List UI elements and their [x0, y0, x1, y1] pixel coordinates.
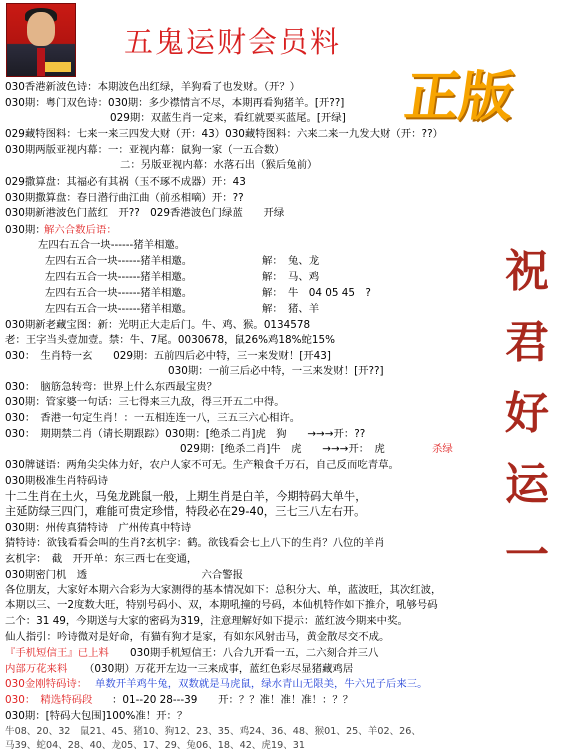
wanhua-heading: 内部万花来料 [5, 663, 68, 675]
text-line: 解： 马、鸡 [262, 271, 320, 283]
text-line: 029期：[绝杀二肖]牛 虎 →→→开： 虎 [180, 443, 396, 455]
text-line: 老：王字当头壹加壹。禁：牛、7尾。0030678，鼠26%鸡18%蛇15% [5, 334, 335, 346]
text-line: 030期手机短信王：八合九开看一五，二六刻合并三八 [130, 647, 379, 659]
text-line: 029藏特图料：七来一来三四发大财（开：43）030藏特图料：六来二来一九发大财（开：??） [5, 128, 443, 140]
text-line: 030期极准生肖特码诗 [5, 475, 108, 487]
text-line: 030： 香港一句定生肖！：一五相连连一八，三五三六心相许。 [5, 412, 301, 424]
jingang-heading: 030金刚特码诗： [5, 678, 88, 690]
text-line: 解： 猪、羊 [262, 303, 320, 315]
text-line: 解： 兔、龙 [262, 255, 320, 267]
text-line-highlight: 解六合数后语： [44, 224, 117, 236]
text-line: 十二生肖在土火，马兔龙跳鼠一般，上期生肖是白羊，今期特码大单牛， [5, 490, 367, 503]
text-line: 030牌谜语：两角尖尖体力好，农户人家不可无。生产粮食千万石，自己反而吃青草。 [5, 459, 399, 471]
text-line: 030期：州传真猜特诗 广州传真中特诗 [5, 522, 192, 534]
number-list: 马39、蛇04、28、40、龙05、17、29、兔06、18、42、虎19、31 [5, 740, 305, 751]
text-line: 左四右五合一块------猪羊相邀。 [45, 271, 193, 283]
photo-face [27, 12, 55, 46]
text-line: 030期密门机 透 六合警报 [5, 569, 244, 581]
text-line: 左四右五合一块------猪羊相邀。 [45, 255, 193, 267]
page-title: 五鬼运财会员料 [124, 25, 342, 59]
text-line: 猜特诗：欲钱看看会叫的生肖?玄机字：鹤。欲钱看会七上八下的生肖？八位的羊肖 [5, 537, 385, 549]
text-line: 030： 脑筋急转弯：世界上什么东西最宝贵？ [5, 381, 218, 393]
profile-photo [6, 3, 76, 77]
text-line: 029期：双蓝生肖一定来，看红就要买蓝尾。[开绿] [110, 112, 346, 124]
text-line: 左四右五合一块------猪羊相邀。 [45, 287, 193, 299]
text-line: 仙人指引：吟诗微对是好命，有猫有狗才是家，有如东风射击马，黄金散尽交不成。 [5, 631, 390, 643]
text-line: 左四右五合一块------猪羊相邀。 [38, 239, 186, 251]
text-line: ：01--20 28---39 开：？？准！准！准！：？？ [112, 694, 354, 706]
text-line: 030期：一前三后必中特，一三来发财！[开??] [168, 365, 384, 377]
side-char: 运 [505, 459, 549, 510]
side-blessing [494, 236, 560, 591]
number-list: 牛08、20、32 鼠21、45、猪10、狗12、23、35、鸡24、36、48、猴01、25、羊02、26、 [5, 726, 421, 737]
text-line: 029撒算盘：其福必有其祸（玉不琢不成器）开：43 [5, 176, 246, 188]
text-line: 各位朋友，大家好本期六合彩为大家测得的基本情况如下：总积分大、单，蓝波旺，其次红波， [5, 584, 442, 596]
kill-green-highlight: 杀绿 [432, 443, 453, 455]
text-line: 二：另版亚视内幕：水落石出（猴后兔前） [120, 159, 318, 171]
photo-tie [37, 48, 45, 76]
text-line: 二个：31 49，今期送与大家的密码为319，注意理解好如下提示：蓝红波今期来中奖。 [5, 615, 408, 627]
text-line: （030期）万花开左边一三来成事，蓝红色彩尽显猪藏鸡居 [84, 663, 354, 675]
photo-logo [45, 62, 71, 72]
text-line: 左四右五合一块------猪羊相邀。 [45, 303, 193, 315]
side-char: 君 [505, 317, 549, 368]
text-line: 030期新老藏宝图：新：光明正大走后门。牛、鸡、猴。0134578 [5, 319, 311, 331]
text-line: 030期新港波色门蓝红 开?? 029香港波色门绿蓝 开绿 [5, 207, 285, 219]
text-line: 030期：[特码大包围]100%准！开：？ [5, 710, 188, 722]
text-line: 030： 期期禁二肖（请长期跟踪）030期：[绝杀二肖]虎 狗 →→→开：?? [5, 428, 366, 440]
text-line: 030香港新波色诗：本期波色出红绿，羊狗看了也发财。（开？） [5, 81, 301, 93]
side-char: 一 [505, 530, 549, 581]
text-line: 本期以三、一2度数大旺，特别号码小、双，本期吼撞的号码，本仙机特作如下推介，吼够号码 [5, 599, 438, 611]
text-line: 解： 牛 04 05 45 ? [262, 287, 371, 299]
text-line: 030期：管家婆一句话：三七得来三九敌，得三开五二中得。 [5, 396, 285, 408]
text-line: 030： 生肖特一玄 029期：五前四后必中特，三一来发财！[开43] [5, 350, 331, 362]
text-line: 玄机字： 截 开开单：东三西七在变通， [5, 553, 198, 565]
sms-king-heading: 『手机短信王』已上料 [5, 647, 109, 659]
selected-segment-heading: 030： 精选特码段 [5, 694, 93, 706]
text-line: 030期：粤门双色诗：030期：多少襟情言不尽，本期再看狗猪羊。[开??] [5, 97, 345, 109]
text-line: 030期两版亚视内幕：一：亚视内幕：鼠狗一家（一五合数） [5, 144, 285, 156]
zhengban-badge: 正版 [401, 64, 519, 128]
text-line: 主延防绿三四门，难能可贵定珍惜，特段必在29-40，三七三八左右开。 [5, 505, 366, 518]
jingang-poem: 单数开羊鸡牛兔，双数就是马虎鼠，绿水青山无限美，牛六兄子后来三。 [95, 678, 428, 690]
text-line: 030期： [5, 224, 46, 236]
side-char: 好 [505, 388, 549, 439]
side-char: 祝 [505, 246, 549, 297]
text-line: 030期撒算盘：春日潜行曲江曲（前丞相嘀）开：?? [5, 192, 244, 204]
